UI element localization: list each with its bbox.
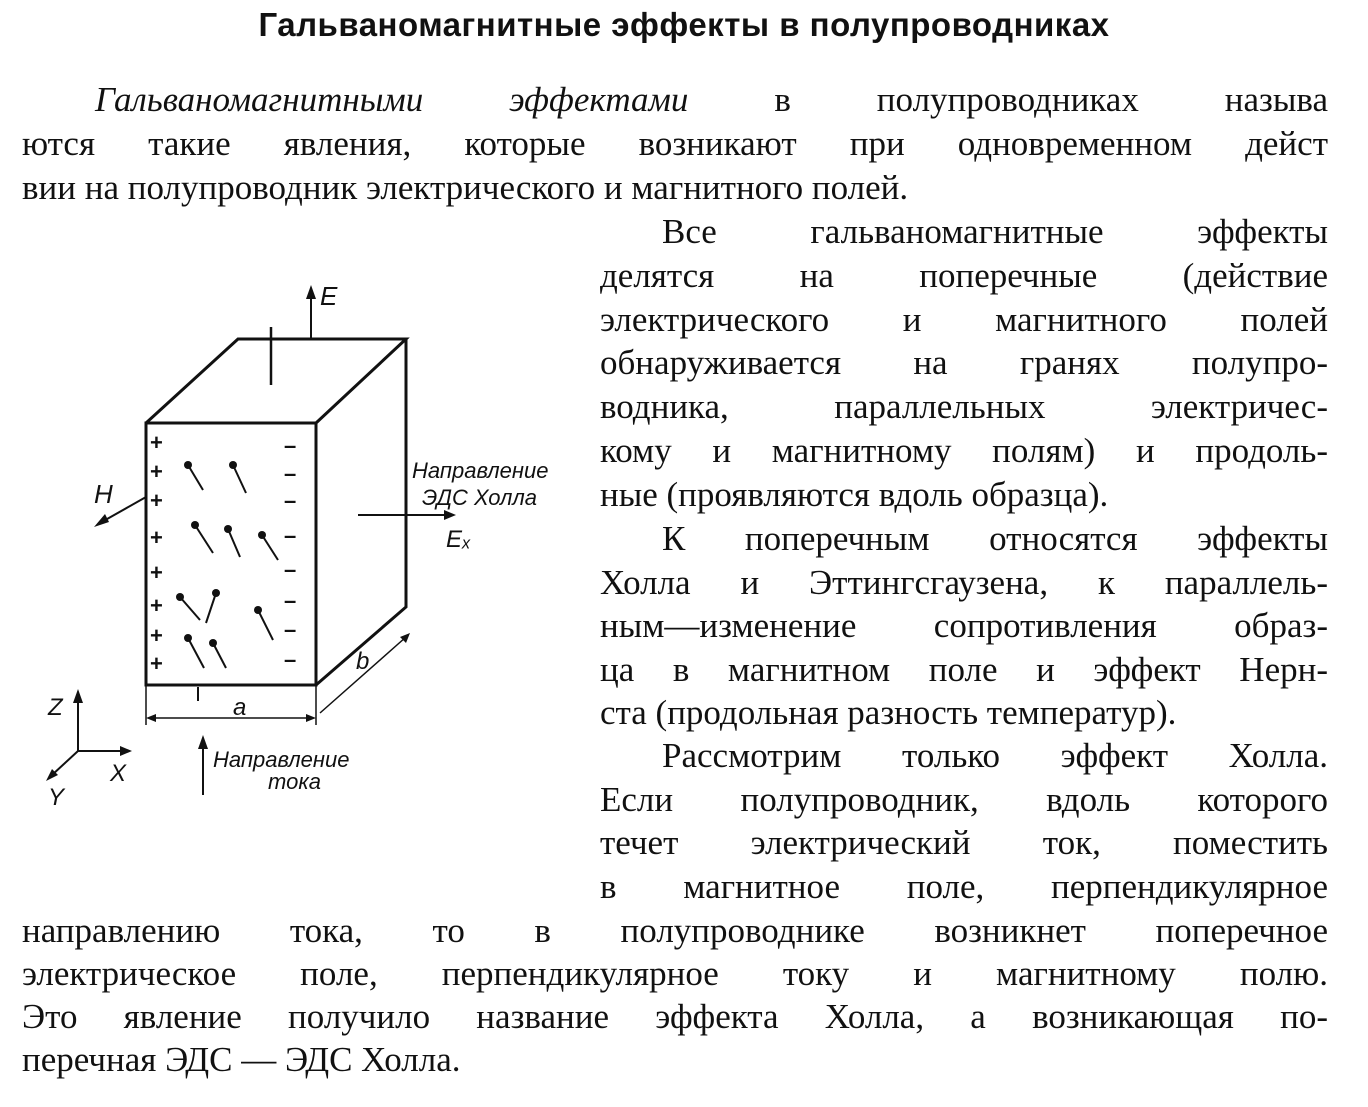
label-ex: Eₓ (446, 526, 472, 553)
intro-line-2: ются такие явления, которые возникают при одновременном дейст (22, 124, 1328, 163)
plus-sign: + (150, 651, 163, 676)
label-e: E (320, 281, 338, 311)
p2-line: электрического и магнитного полей (600, 300, 1328, 339)
p3-line: К поперечным относятся эффекты (662, 519, 1328, 558)
sample-top-face (146, 339, 406, 423)
minus-sign: – (284, 433, 297, 458)
p4-line: перечная ЭДС — ЭДС Холла. (22, 1040, 461, 1079)
label-hall-2: ЭДС Холла (422, 485, 537, 510)
p4-line: электрическое поле, перпендикулярное току и магнитному полю. (22, 954, 1328, 993)
minus-sign: – (284, 488, 297, 513)
p3-line: ца в магнитном поле и эффект Нерн- (600, 650, 1328, 689)
minus-sign: – (284, 557, 297, 582)
sample-side-face (316, 339, 406, 685)
minus-sign: – (284, 461, 297, 486)
plus-sign: + (150, 593, 163, 618)
p2-line: Все гальваномагнитные эффекты (662, 212, 1328, 251)
p4-line: Если полупроводник, вдоль которого (600, 780, 1328, 819)
y-axis (52, 751, 78, 775)
label-current-2: тока (268, 769, 321, 794)
intro-term: Гальваномагнитными эффектами (95, 80, 689, 119)
p4-line: направлению тока, то в полупроводнике возникнет поперечное (22, 911, 1328, 950)
plus-sign: + (150, 430, 163, 455)
p3-line: ста (продольная разность температур). (600, 693, 1177, 732)
p3-line: ным—изменение сопротивления образ- (600, 606, 1328, 645)
p4-line: течет электрический ток, поместить (600, 823, 1328, 862)
plus-sign: + (150, 488, 163, 513)
p2-line: ные (проявляются вдоль образца). (600, 475, 1109, 514)
plus-sign: + (150, 560, 163, 585)
page-title: Гальваномагнитные эффекты в полупроводниках (258, 6, 1110, 43)
p4-line: Рассмотрим только эффект Холла. (662, 736, 1328, 775)
minus-sign: – (284, 617, 297, 642)
p2-line: обнаруживается на гранях полупро- (600, 343, 1328, 382)
hall-effect-diagram (28, 275, 588, 815)
intro-line-3: вии на полупроводник электрического и магнитного полей. (22, 168, 909, 207)
p2-line: кому и магнитному полям) и продоль- (600, 431, 1328, 470)
label-current-1: Направление (213, 747, 350, 772)
p2-line: водника, параллельных электричес- (600, 387, 1328, 426)
label-x: X (110, 760, 127, 787)
label-a: a (233, 694, 247, 721)
minus-sign: – (284, 588, 297, 613)
plus-sign: + (150, 459, 163, 484)
label-y: Y (48, 784, 65, 811)
plus-sign: + (150, 623, 163, 648)
label-b: b (356, 648, 370, 675)
label-h: H (94, 479, 113, 509)
intro-line-1 (95, 78, 1328, 122)
intro-line-1-rest: в полупроводниках называ (774, 80, 1328, 119)
label-hall-1: Направление (412, 458, 549, 483)
p4-line: в магнитное поле, перпендикулярное (600, 867, 1328, 906)
p2-line: делятся на поперечные (действие (600, 256, 1328, 295)
minus-sign: – (284, 523, 297, 548)
plus-sign: + (150, 525, 163, 550)
minus-sign: – (284, 647, 297, 672)
label-z: Z (48, 694, 63, 721)
p3-line: Холла и Эттингсгаузена, к параллель- (600, 563, 1328, 602)
p4-line: Это явление получило название эффекта Холла, а возникающая по- (22, 997, 1328, 1036)
